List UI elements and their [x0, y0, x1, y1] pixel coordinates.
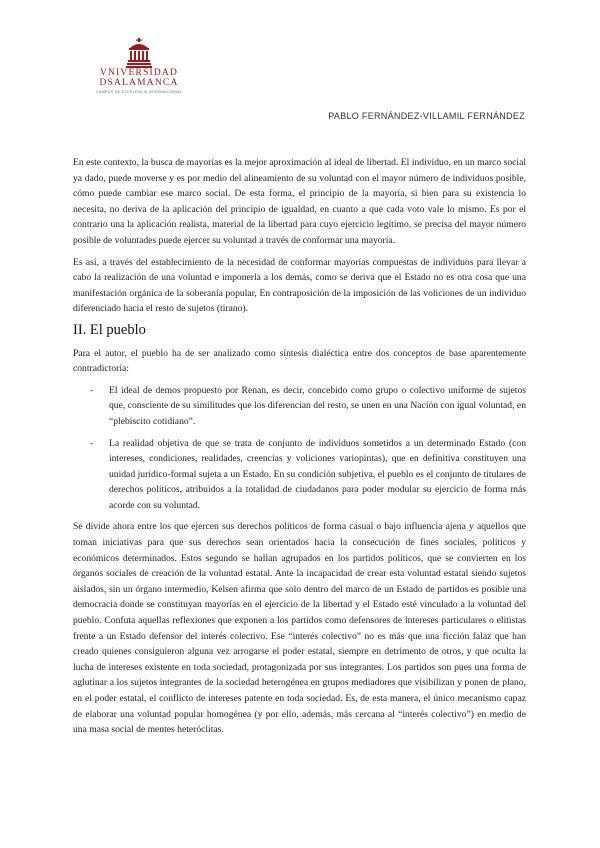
university-logo: [95, 38, 183, 94]
logo-line-1: VNIVERSIDAD: [99, 68, 179, 78]
paragraph-4: Se divide ahora entre los que ejercen sus derechos políticos de forma casual o bajo influencia ajena y aquellos que toman iniciativas para que sus derechos sean orientados hacia la consecución de fines sociales, políticos y económicos determinados. Estos segundo se hallan agrupados en los partidos políticos, que se convierten en los órganos sociales de creación de la voluntad estatal. Ante la incapacidad de crear esta voluntad estatal siendo sujetos aislados, sin un órgano intermedio, Kelsen afirma que solo dentro del marco de un Estado de partidos es posible una democracia donde se constituyan mayorías en el ejercicio de la libertad y el Estado esté vinculado a la voluntad del pueblo. Confuta aquellas reflexiones que exponen a los partidos como defensores de intereses particulares o elitistas frente a un Estado defensor del interés colectivo. Ese “interés colectivo” no es más que una ficción falaz que han creado quienes consiguieron alguna vez arrogarse el poder estatal, siempre en detrimento de otros, y que oculta la lucha de intereses existente en toda sociedad, protagonizada por sus integrantes. Los partidos son pues una forma de aglutinar a los sujetos integrantes de la sociedad heterogénea en grupos mediadores que visibilizan y ponen de plano, en el poder estatal, el conflicto de intereses patente en toda sociedad. Es, de esta manera, el único mecanismo capaz de elaborar una voluntad popular homogénea (y por ello, además, más cercana al “interés colectivo”) en medio de una masa social de mentes heteróclitas.: [73, 521, 526, 736]
list-item: [73, 436, 526, 514]
author-name: PABLO FERNÁNDEZ-VILLAMIL FERNÁNDEZ: [328, 111, 525, 121]
list-item-text: El ideal de demos propuesto por Renan, es decir, concebido como grupo o colectivo uniforme de sujetos que, consciente de su similitudes que los diferencian del resto, se unen en una Nación con igual voluntad, en “plebiscito cotidiano”.: [109, 384, 526, 427]
list-item: [73, 383, 526, 430]
paragraph-2: Es así, a través del establecimiento de la necesidad de conformar mayorías compuestas de individuos para llevar a cabo la realización de una voluntad e imponerla a los demás, como se deriva que el Estado no es otra cosa que una manifestación orgánica de la soberanía popular, En contraposición de la imposición de las voliciones de un individuo diferenciado hacia el resto de sujetos (tirano).: [73, 256, 526, 315]
bullet-list: [73, 383, 526, 514]
dash-marker: -: [90, 437, 94, 449]
paragraph-1: En este contexto, la busca de mayorías es la mejor aproximación al ideal de libertad. El individuo, en un marco social ya dado, puede moverse y es por medio del alineamiento de su voluntad con el mayor número de individuos posible, cómo puede cambiar ese marco social. De esta forma, el principio de la mayoría, si bien para su existencia lo necesita, no deriva de la aplicación del principio de igualdad, en cuanto a que cada voto vale lo mismo. Es por el contrario una la aplicación realista, material de la libertad para cuyo ejercicio legítimo, se precisa del mayor número posible de voluntades puede ejercer su voluntad a través de conformar una mayoría.: [73, 157, 526, 246]
university-seal-icon: [125, 38, 153, 68]
logo-subtitle: CAMPUS DE EXCELENCIA INTERNACIONAL: [95, 90, 183, 94]
dash-marker: -: [90, 384, 94, 396]
list-item-text: La realidad objetiva de que se trata de conjunto de individuos sometidos a un determinado Estado (con intereses, condiciones, realidades, creencias y voliciones variopintas), que en definitiva constituyen una unidad jurídico-formal sujeta a un Estado. En su condición subjetiva, el pueblo es el conjunto de titulares de derechos políticos, atribuidos a la totalidad de ciudadanos para poder modular su ejercicio de forma más acorde con su voluntad.: [109, 437, 526, 511]
logo-line-2: DSALAMANCA: [99, 78, 179, 88]
section-heading: II. El pueblo: [73, 321, 146, 338]
paragraph-3: Para el autor, el pueblo ha de ser analizado como síntesis dialéctica entre dos conceptos de base aparentemente contradictoria:: [73, 347, 526, 375]
document-body: [73, 155, 526, 744]
